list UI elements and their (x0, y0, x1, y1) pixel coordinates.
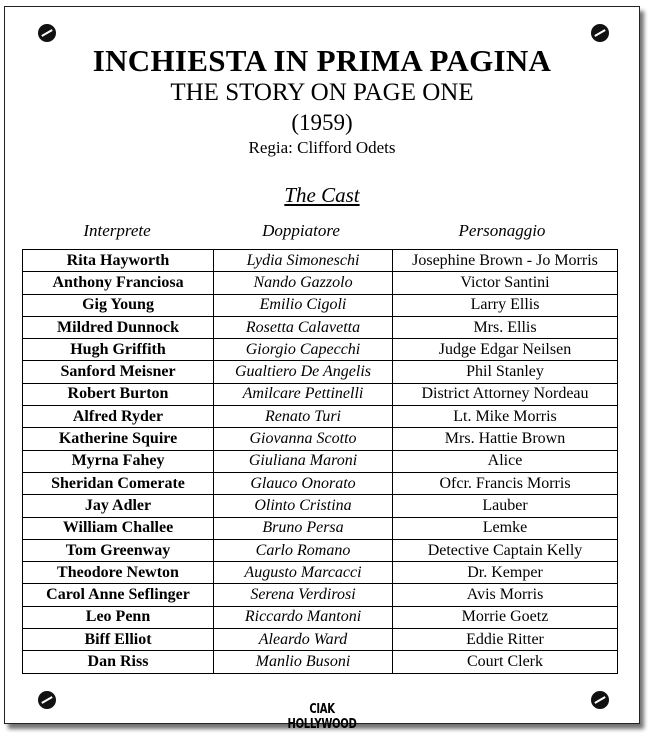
cast-row (23, 383, 618, 405)
cast-row (23, 629, 618, 651)
cast-row (23, 495, 618, 517)
cast-row (23, 272, 618, 294)
character-name: Larry Ellis (393, 294, 618, 316)
original-title: THE STORY ON PAGE ONE (170, 79, 474, 106)
screw-icon (38, 691, 56, 709)
actor-name: Katherine Squire (23, 428, 214, 450)
actor-name: Carol Anne Seflinger (23, 584, 214, 606)
actor-name: Hugh Griffith (23, 339, 214, 361)
actor-name: William Challee (23, 517, 214, 539)
actor-name: Rita Hayworth (23, 250, 214, 272)
actor-name: Biff Elliot (23, 629, 214, 651)
dubber-name: Glauco Onorato (214, 472, 393, 494)
actor-name: Jay Adler (23, 495, 214, 517)
character-name: Eddie Ritter (393, 629, 618, 651)
column-header-role: Personaggio (458, 221, 546, 240)
cast-row (23, 539, 618, 561)
dubber-name: Serena Verdirosi (214, 584, 393, 606)
cast-row (23, 651, 618, 673)
dubber-name: Bruno Persa (214, 517, 393, 539)
character-name: Avis Morris (393, 584, 618, 606)
cast-row (23, 517, 618, 539)
character-name: Lt. Mike Morris (393, 406, 618, 428)
cast-table (22, 249, 618, 674)
screw-icon (591, 691, 609, 709)
dubber-name: Aleardo Ward (214, 629, 393, 651)
actor-name: Mildred Dunnock (23, 316, 214, 338)
character-name: Dr. Kemper (393, 562, 618, 584)
cast-plate (4, 6, 640, 732)
cast-row (23, 250, 618, 272)
cast-row (23, 316, 618, 338)
actor-name: Sanford Meisner (23, 361, 214, 383)
dubber-name: Lydia Simoneschi (214, 250, 393, 272)
cast-row (23, 428, 618, 450)
dubber-name: Gualtiero De Angelis (214, 361, 393, 383)
dubber-name: Manlio Busoni (214, 651, 393, 673)
actor-name: Theodore Newton (23, 562, 214, 584)
dubber-name: Giorgio Capecchi (214, 339, 393, 361)
dubber-name: Olinto Cristina (214, 495, 393, 517)
dubber-name: Amilcare Pettinelli (214, 383, 393, 405)
character-name: Detective Captain Kelly (393, 539, 618, 561)
actor-name: Gig Young (23, 294, 214, 316)
release-year: (1959) (291, 110, 353, 135)
character-name: Josephine Brown - Jo Morris (393, 250, 618, 272)
character-name: Judge Edgar Neilsen (393, 339, 618, 361)
screw-icon (38, 24, 56, 42)
character-name: Mrs. Hattie Brown (393, 428, 618, 450)
dubber-name: Emilio Cigoli (214, 294, 393, 316)
dubber-name: Carlo Romano (214, 539, 393, 561)
actor-name: Myrna Fahey (23, 450, 214, 472)
cast-row (23, 606, 618, 628)
actor-name: Sheridan Comerate (23, 472, 214, 494)
cast-row (23, 406, 618, 428)
character-name: Ofcr. Francis Morris (393, 472, 618, 494)
column-header-actor: Interprete (83, 221, 151, 240)
actor-name: Tom Greenway (23, 539, 214, 561)
character-name: Victor Santini (393, 272, 618, 294)
character-name: Morrie Goetz (393, 606, 618, 628)
dubber-name: Augusto Marcacci (214, 562, 393, 584)
character-name: Alice (393, 450, 618, 472)
cast-row (23, 584, 618, 606)
movie-title: INCHIESTA IN PRIMA PAGINA (92, 43, 552, 78)
character-name: Lauber (393, 495, 618, 517)
screw-icon (591, 24, 609, 42)
cast-row (23, 450, 618, 472)
dubber-name: Rosetta Calavetta (214, 316, 393, 338)
column-header-dubber: Doppiatore (262, 221, 340, 240)
character-name: Court Clerk (393, 651, 618, 673)
character-name: Phil Stanley (393, 361, 618, 383)
actor-name: Anthony Franciosa (23, 272, 214, 294)
cast-row (23, 339, 618, 361)
character-name: Mrs. Ellis (393, 316, 618, 338)
dubber-name: Giovanna Scotto (214, 428, 393, 450)
cast-row (23, 472, 618, 494)
actor-name: Alfred Ryder (23, 406, 214, 428)
character-name: Lemke (393, 517, 618, 539)
cast-heading: The Cast (284, 183, 360, 207)
character-name: District Attorney Nordeau (393, 383, 618, 405)
actor-name: Robert Burton (23, 383, 214, 405)
cast-row (23, 294, 618, 316)
actor-name: Leo Penn (23, 606, 214, 628)
dubber-name: Nando Gazzolo (214, 272, 393, 294)
ciak-hollywood-logo: CIAK HOLLYWOOD (287, 702, 357, 732)
dubber-name: Renato Turi (214, 406, 393, 428)
actor-name: Dan Riss (23, 651, 214, 673)
cast-row (23, 562, 618, 584)
dubber-name: Giuliana Maroni (214, 450, 393, 472)
director-credit: Regia: Clifford Odets (248, 138, 396, 157)
cast-row (23, 361, 618, 383)
dubber-name: Riccardo Mantoni (214, 606, 393, 628)
